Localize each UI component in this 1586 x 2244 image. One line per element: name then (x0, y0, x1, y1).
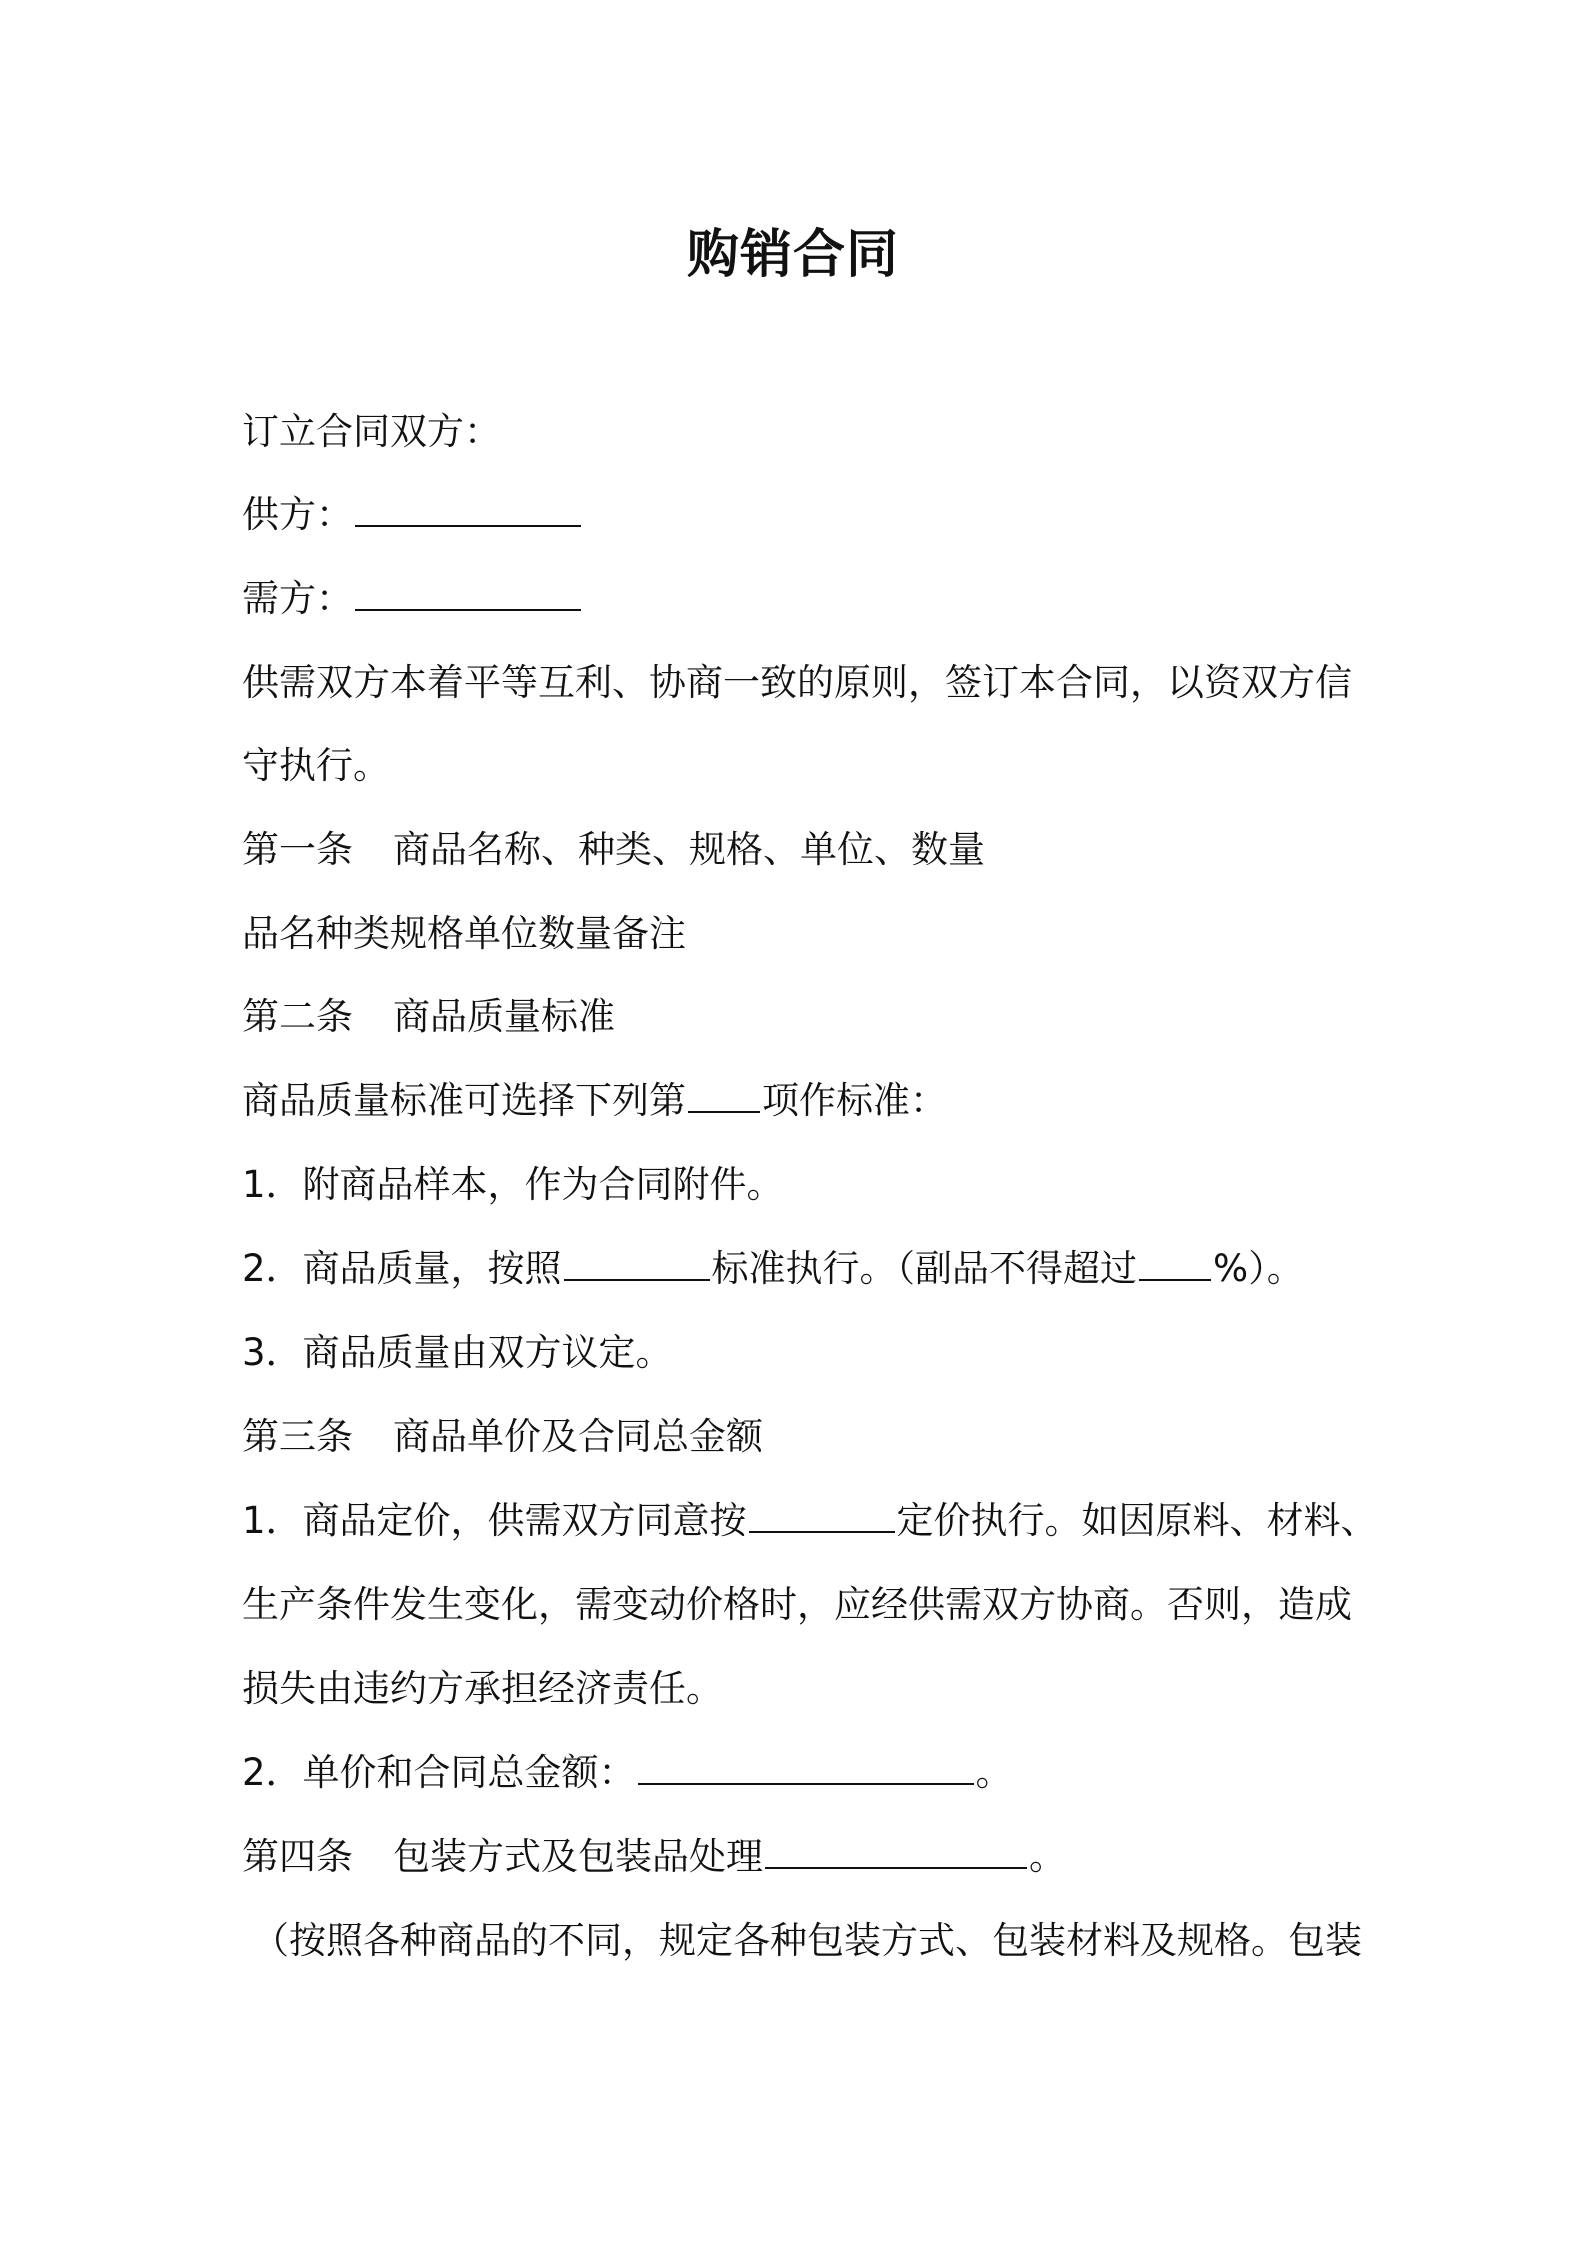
article-3-number: 第三条 (242, 1415, 353, 1458)
article-2-heading (242, 993, 615, 1041)
packaging-blank (765, 1833, 1027, 1869)
article-1-title: 商品名称、种类、规格、单位、数量 (393, 828, 985, 871)
article-4-heading (242, 1833, 1066, 1881)
article-4-number: 第四条 (242, 1835, 353, 1878)
article-2-item-2 (242, 1245, 1304, 1293)
document-title: 购销合同 (686, 225, 899, 285)
parties-heading: 订立合同双方： (242, 410, 501, 453)
article-2-intro (242, 1077, 947, 1125)
supplier-blank (355, 491, 581, 527)
article-3-item-1-cont-2: 损失由违约方承担经济责任。 (242, 1667, 723, 1710)
buyer-label: 需方： (242, 577, 353, 620)
defect-percent-blank (1139, 1245, 1211, 1281)
article-4-note: （按照各种商品的不同，规定各种包装方式、包装材料及规格。包装 (252, 1919, 1362, 1962)
article-3-item-2 (242, 1749, 1013, 1797)
article-3-item-1-cont-1: 生产条件发生变化，需变动价格时，应经供需双方协商。否则，造成 (242, 1583, 1352, 1626)
supplier-line (242, 491, 583, 539)
article-1-columns: 品名种类规格单位数量备注 (242, 912, 686, 955)
article-2-item-3: 3．商品质量由双方议定。 (242, 1331, 673, 1374)
article-3-item-2-text: 2．单价和合同总金额： (242, 1751, 636, 1794)
article-1-heading (242, 826, 985, 874)
buyer-blank (355, 575, 581, 611)
quality-standard-blank (564, 1245, 710, 1281)
article-3-item-1-suffix: 定价执行。如因原料、材料、 (896, 1499, 1378, 1542)
article-2-item-2-middle: 标准执行。（副品不得超过 (711, 1247, 1138, 1290)
article-3-item-1 (242, 1497, 1378, 1545)
article-2-item-2-suffix: %）。 (1213, 1247, 1304, 1290)
article-3-title: 商品单价及合同总金额 (393, 1415, 763, 1458)
standard-item-blank (688, 1077, 760, 1113)
article-4-title: 包装方式及包装品处理 (393, 1835, 763, 1878)
article-2-intro-text: 商品质量标准可选择下列第 (242, 1079, 686, 1122)
supplier-label: 供方： (242, 493, 353, 536)
article-3-heading (242, 1413, 763, 1461)
preamble-line-1: 供需双方本着平等互利、协商一致的原则，签订本合同，以资双方信 (242, 661, 1352, 704)
article-1-number: 第一条 (242, 828, 353, 871)
total-amount-blank (638, 1749, 974, 1785)
preamble-line-2: 守执行。 (242, 744, 390, 787)
article-2-intro-suffix: 项作标准： (762, 1079, 947, 1122)
article-3-item-1-text: 1．商品定价，供需双方同意按 (242, 1499, 747, 1542)
article-2-item-1: 1．附商品样本，作为合同附件。 (242, 1163, 784, 1206)
article-2-title: 商品质量标准 (393, 995, 615, 1038)
buyer-line (242, 575, 583, 623)
article-3-item-2-suffix: 。 (975, 1751, 1013, 1794)
pricing-basis-blank (749, 1497, 895, 1533)
article-2-number: 第二条 (242, 995, 353, 1038)
article-2-item-2-text: 2．商品质量，按照 (242, 1247, 562, 1290)
article-4-suffix: 。 (1029, 1835, 1066, 1878)
